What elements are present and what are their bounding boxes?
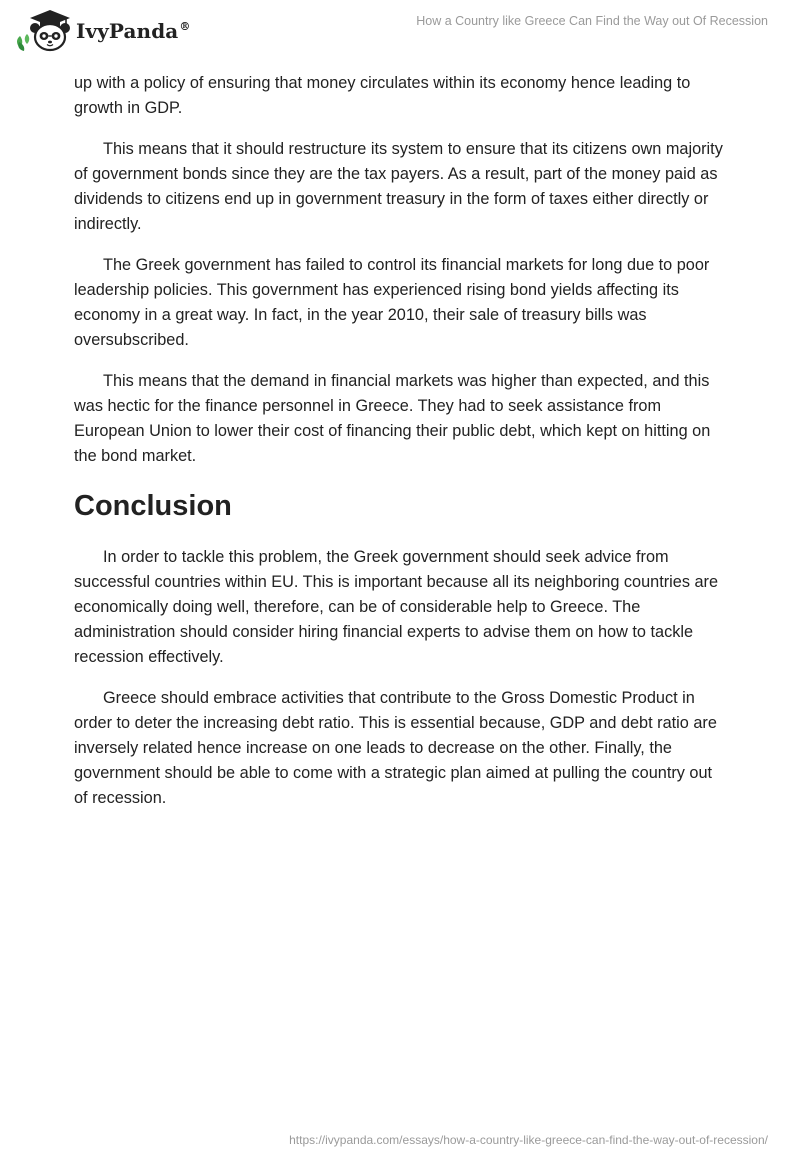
- paragraph: Greece should embrace activities that contribute to the Gross Domestic Product in order to deter the increasing debt ratio. This is essential because, GDP and debt ratio are inversely related hence increase on one leads to decrease on the other. Finally, the government should be able to come with a strategic plan aimed at pulling the country out of recession.: [74, 689, 717, 807]
- conclusion-heading: Conclusion: [74, 490, 232, 522]
- source-url[interactable]: https://ivypanda.com/essays/how-a-country-like-greece-can-find-the-way-out-of-recession/: [289, 1133, 768, 1147]
- panda-graduate-icon: [14, 8, 72, 52]
- paragraph: In order to tackle this problem, the Greek government should seek advice from successful countries within EU. This is important because all its neighboring countries are economically doing well, therefore, can be of considerable help to Greece. The administration should consider hiring financial experts to advise them on how to tackle recession effectively.: [74, 548, 719, 666]
- registered-mark: ®: [179, 20, 191, 33]
- paragraph: The Greek government has failed to control its financial markets for long due to poor leadership policies. This government has experienced rising bond yields affecting its economy in a great way. In fact, in the year 2010, their sale of treasury bills was oversubscribed.: [74, 256, 710, 349]
- document-title: How a Country like Greece Can Find the Way out Of Recession: [416, 14, 768, 28]
- paragraph: This means that it should restructure its system to ensure that its citizens own majority of government bonds since they are the tax payers. As a result, part of the money paid as dividends to citizens end up in government treasury in the form of taxes either directly or indirectly.: [74, 140, 723, 233]
- page-header: [0, 0, 800, 60]
- paragraph: This means that the demand in financial markets was higher than expected, and this was hectic for the finance personnel in Greece. They had to seek assistance from European Union to lower their cost of financing their public debt, which kept on hitting on the bond market.: [74, 372, 711, 465]
- ivypanda-logo[interactable]: [14, 8, 190, 52]
- essay-body: [74, 71, 724, 827]
- paragraph-continuation: up with a policy of ensuring that money circulates within its economy hence leading to growth in GDP.: [74, 74, 691, 117]
- brand-name: IvyPanda®: [76, 19, 191, 43]
